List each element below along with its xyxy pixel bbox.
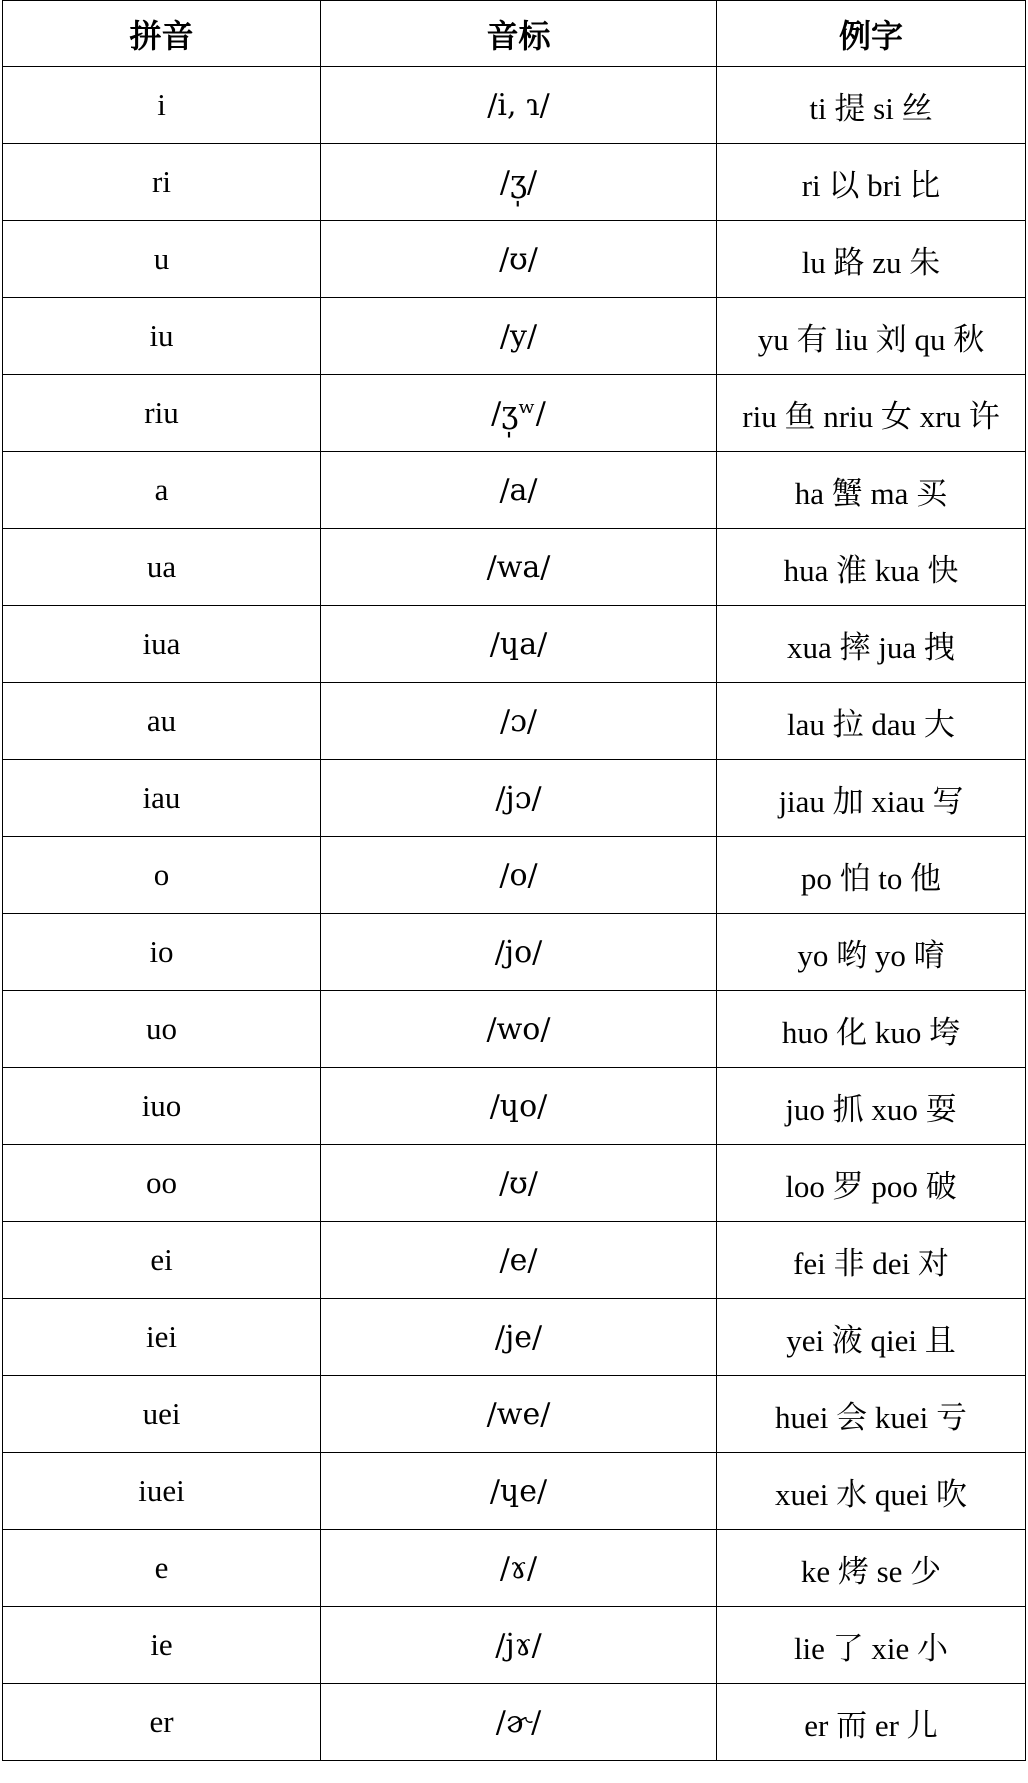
ipa-cell: /je/ xyxy=(321,1299,717,1376)
table-row xyxy=(3,67,1026,144)
table-row xyxy=(3,375,1026,452)
pinyin-cell: u xyxy=(3,221,321,298)
ipa-cell: /e/ xyxy=(321,1222,717,1299)
ipa-cell: /we/ xyxy=(321,1376,717,1453)
pinyin-cell: a xyxy=(3,452,321,529)
table-row xyxy=(3,1145,1026,1222)
header-ipa: 音标 xyxy=(321,1,717,67)
pinyin-cell: oo xyxy=(3,1145,321,1222)
table-row xyxy=(3,144,1026,221)
pinyin-cell: ei xyxy=(3,1222,321,1299)
table-row xyxy=(3,298,1026,375)
example-cell: po 怕 to 他 xyxy=(717,837,1026,914)
ipa-cell: /ʒ̩ʷ/ xyxy=(321,375,717,452)
example-cell: riu 鱼 nriu 女 xru 许 xyxy=(717,375,1026,452)
pinyin-cell: au xyxy=(3,683,321,760)
pinyin-cell: uei xyxy=(3,1376,321,1453)
example-cell: ke 烤 se 少 xyxy=(717,1530,1026,1607)
header-pinyin: 拼音 xyxy=(3,1,321,67)
example-cell: hua 淮 kua 快 xyxy=(717,529,1026,606)
ipa-cell: /ɥe/ xyxy=(321,1453,717,1530)
ipa-cell: /wo/ xyxy=(321,991,717,1068)
ipa-cell: /o/ xyxy=(321,837,717,914)
ipa-cell: /jɔ/ xyxy=(321,760,717,837)
table-row xyxy=(3,991,1026,1068)
table-row xyxy=(3,1222,1026,1299)
pinyin-cell: er xyxy=(3,1684,321,1761)
table-row xyxy=(3,1453,1026,1530)
pinyin-cell: iuo xyxy=(3,1068,321,1145)
example-cell: ti 提 si 丝 xyxy=(717,67,1026,144)
ipa-cell: /wa/ xyxy=(321,529,717,606)
pinyin-cell: iei xyxy=(3,1299,321,1376)
pinyin-cell: o xyxy=(3,837,321,914)
table-row xyxy=(3,914,1026,991)
table-row xyxy=(3,1607,1026,1684)
table-row xyxy=(3,683,1026,760)
ipa-cell: /jɤ/ xyxy=(321,1607,717,1684)
ipa-cell: /ʊ/ xyxy=(321,1145,717,1222)
table-row xyxy=(3,837,1026,914)
table-row xyxy=(3,1530,1026,1607)
example-cell: xuei 水 quei 吹 xyxy=(717,1453,1026,1530)
ipa-cell: /i, ɿ/ xyxy=(321,67,717,144)
pinyin-cell: riu xyxy=(3,375,321,452)
table-body xyxy=(3,67,1026,1761)
example-cell: lu 路 zu 朱 xyxy=(717,221,1026,298)
ipa-cell: /ʒ̩/ xyxy=(321,144,717,221)
pinyin-cell: ie xyxy=(3,1607,321,1684)
example-cell: yu 有 liu 刘 qu 秋 xyxy=(717,298,1026,375)
example-cell: ha 蟹 ma 买 xyxy=(717,452,1026,529)
table-row xyxy=(3,1299,1026,1376)
header-example: 例字 xyxy=(717,1,1026,67)
example-cell: loo 罗 poo 破 xyxy=(717,1145,1026,1222)
pinyin-cell: iuei xyxy=(3,1453,321,1530)
table-row xyxy=(3,1684,1026,1761)
pinyin-cell: ri xyxy=(3,144,321,221)
example-cell: jiau 加 xiau 写 xyxy=(717,760,1026,837)
pinyin-cell: iu xyxy=(3,298,321,375)
ipa-cell: /ɥa/ xyxy=(321,606,717,683)
example-cell: er 而 er 儿 xyxy=(717,1684,1026,1761)
table-row xyxy=(3,606,1026,683)
pinyin-cell: i xyxy=(3,67,321,144)
table-header-row xyxy=(3,1,1026,67)
phonetic-table xyxy=(2,0,1026,1761)
table-row xyxy=(3,760,1026,837)
table-row xyxy=(3,529,1026,606)
ipa-cell: /jo/ xyxy=(321,914,717,991)
table-row xyxy=(3,452,1026,529)
ipa-cell: /ɤ/ xyxy=(321,1530,717,1607)
ipa-cell: /ɔ/ xyxy=(321,683,717,760)
pinyin-cell: io xyxy=(3,914,321,991)
ipa-cell: /ɚ/ xyxy=(321,1684,717,1761)
example-cell: yo 哟 yo 唷 xyxy=(717,914,1026,991)
example-cell: ri 以 bri 比 xyxy=(717,144,1026,221)
example-cell: lau 拉 dau 大 xyxy=(717,683,1026,760)
pinyin-cell: e xyxy=(3,1530,321,1607)
example-cell: xua 摔 jua 拽 xyxy=(717,606,1026,683)
table-row xyxy=(3,221,1026,298)
table-row xyxy=(3,1376,1026,1453)
pinyin-cell: iua xyxy=(3,606,321,683)
example-cell: huo 化 kuo 垮 xyxy=(717,991,1026,1068)
example-cell: huei 会 kuei 亏 xyxy=(717,1376,1026,1453)
example-cell: yei 液 qiei 且 xyxy=(717,1299,1026,1376)
ipa-cell: /ɥo/ xyxy=(321,1068,717,1145)
example-cell: fei 非 dei 对 xyxy=(717,1222,1026,1299)
pinyin-cell: uo xyxy=(3,991,321,1068)
pinyin-cell: ua xyxy=(3,529,321,606)
table-row xyxy=(3,1068,1026,1145)
ipa-cell: /a/ xyxy=(321,452,717,529)
example-cell: lie 了 xie 小 xyxy=(717,1607,1026,1684)
ipa-cell: /y/ xyxy=(321,298,717,375)
ipa-cell: /ʊ/ xyxy=(321,221,717,298)
example-cell: juo 抓 xuo 耍 xyxy=(717,1068,1026,1145)
pinyin-cell: iau xyxy=(3,760,321,837)
